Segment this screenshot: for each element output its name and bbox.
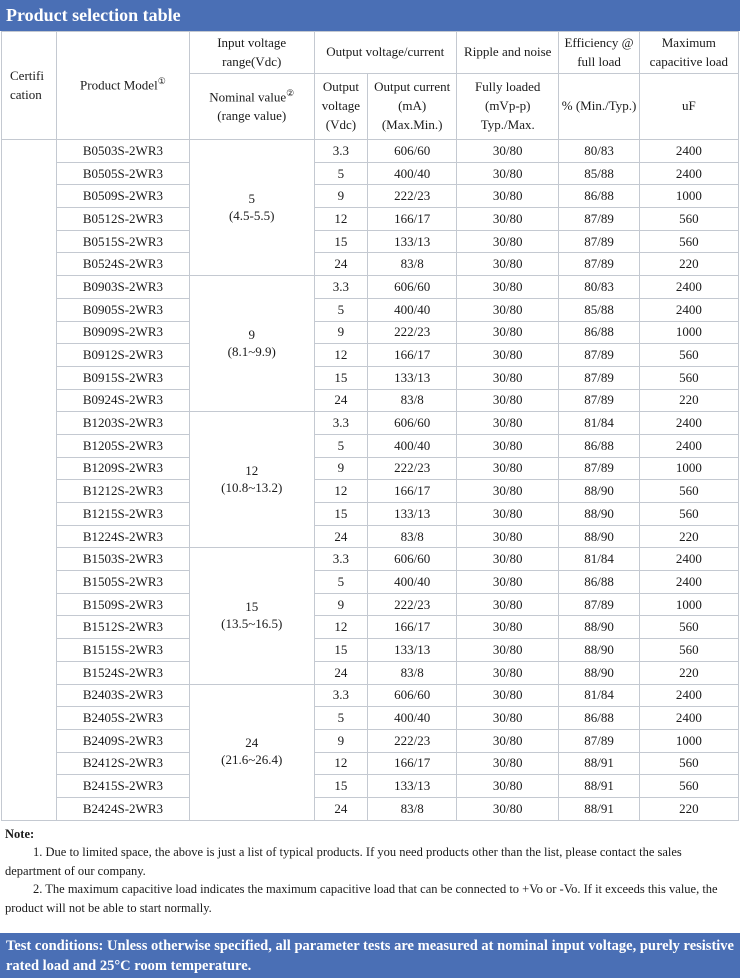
header-nominal: Nominal value② (range value) [189, 74, 314, 140]
output-current-cell: 133/13 [368, 366, 457, 389]
nominal-input-value: 12 [245, 462, 259, 478]
product-model-cell: B0924S-2WR3 [56, 389, 189, 412]
table-row [2, 412, 739, 435]
efficiency-cell: 87/89 [559, 457, 639, 480]
max-cap-cell: 560 [639, 480, 738, 503]
ripple-cell: 30/80 [457, 230, 559, 253]
product-model-cell: B2403S-2WR3 [56, 684, 189, 707]
ripple-cell: 30/80 [457, 684, 559, 707]
max-cap-cell: 2400 [639, 684, 738, 707]
product-model-cell: B1203S-2WR3 [56, 412, 189, 435]
ripple-cell: 30/80 [457, 162, 559, 185]
max-cap-cell: 220 [639, 389, 738, 412]
table-title: Product selection table [0, 0, 740, 31]
product-model-cell: B1515S-2WR3 [56, 639, 189, 662]
table-row [2, 707, 739, 730]
output-voltage-cell: 24 [314, 525, 368, 548]
max-cap-cell: 2400 [639, 707, 738, 730]
efficiency-cell: 88/90 [559, 525, 639, 548]
max-cap-cell: 560 [639, 503, 738, 526]
output-voltage-cell: 24 [314, 661, 368, 684]
ripple-cell: 30/80 [457, 797, 559, 820]
max-cap-cell: 1000 [639, 321, 738, 344]
product-model-cell: B1205S-2WR3 [56, 434, 189, 457]
product-model-cell: B1215S-2WR3 [56, 503, 189, 526]
output-current-cell: 133/13 [368, 639, 457, 662]
efficiency-cell: 88/91 [559, 752, 639, 775]
output-voltage-cell: 3.3 [314, 412, 368, 435]
input-voltage-cell [189, 548, 314, 684]
max-cap-cell: 560 [639, 752, 738, 775]
max-cap-cell: 220 [639, 525, 738, 548]
input-range-value: (10.8~13.2) [221, 479, 283, 495]
product-model-cell: B1209S-2WR3 [56, 457, 189, 480]
output-current-cell: 606/60 [368, 140, 457, 163]
header-product-model: Product Model① [56, 32, 189, 140]
output-voltage-cell: 24 [314, 389, 368, 412]
product-model-cell: B1524S-2WR3 [56, 661, 189, 684]
max-cap-cell: 560 [639, 775, 738, 798]
header-output-current: Output current (mA) (Max.Min.) [368, 74, 457, 140]
note-item-2: 2. The maximum capacitive load indicates the maximum capacitive load that can be connected to +Vo or -Vo. If it exceeds this value, the product will not be able to start normally. [5, 882, 718, 915]
efficiency-cell: 87/89 [559, 208, 639, 231]
table-row [2, 208, 739, 231]
efficiency-cell: 86/88 [559, 571, 639, 594]
table-body [2, 140, 739, 821]
header-efficiency: Efficiency @ full load [559, 32, 639, 74]
max-cap-cell: 1000 [639, 457, 738, 480]
max-cap-cell: 220 [639, 797, 738, 820]
table-row [2, 639, 739, 662]
ripple-cell: 30/80 [457, 366, 559, 389]
ripple-cell: 30/80 [457, 276, 559, 299]
output-voltage-cell: 3.3 [314, 684, 368, 707]
output-voltage-cell: 5 [314, 298, 368, 321]
ripple-cell: 30/80 [457, 639, 559, 662]
ripple-cell: 30/80 [457, 707, 559, 730]
header-max-cap: Maximum capacitive load [639, 32, 738, 74]
output-voltage-cell: 15 [314, 775, 368, 798]
header-output-vc: Output voltage/current [314, 32, 457, 74]
output-current-cell: 166/17 [368, 616, 457, 639]
note-2-marker: ② [286, 87, 295, 98]
efficiency-cell: 87/89 [559, 230, 639, 253]
ripple-cell: 30/80 [457, 548, 559, 571]
efficiency-cell: 85/88 [559, 298, 639, 321]
efficiency-cell: 88/91 [559, 797, 639, 820]
max-cap-cell: 220 [639, 253, 738, 276]
output-voltage-cell: 12 [314, 480, 368, 503]
input-voltage-cell [189, 140, 314, 276]
table-row [2, 140, 739, 163]
nominal-input-value: 5 [248, 190, 255, 206]
max-cap-cell: 1000 [639, 729, 738, 752]
input-voltage-cell [189, 276, 314, 412]
output-voltage-cell: 12 [314, 208, 368, 231]
output-voltage-cell: 15 [314, 639, 368, 662]
input-range-value: (21.6~26.4) [221, 752, 283, 768]
max-cap-cell: 220 [639, 661, 738, 684]
product-model-cell: B1212S-2WR3 [56, 480, 189, 503]
efficiency-cell: 87/89 [559, 389, 639, 412]
ripple-cell: 30/80 [457, 321, 559, 344]
table-row [2, 616, 739, 639]
efficiency-cell: 81/84 [559, 412, 639, 435]
note-1-marker: ① [157, 76, 166, 87]
header-max-cap-sub: uF [639, 74, 738, 140]
efficiency-cell: 81/84 [559, 684, 639, 707]
max-cap-cell: 560 [639, 366, 738, 389]
output-voltage-cell: 3.3 [314, 276, 368, 299]
max-cap-cell: 2400 [639, 140, 738, 163]
output-voltage-cell: 3.3 [314, 140, 368, 163]
efficiency-cell: 86/88 [559, 185, 639, 208]
output-current-cell: 400/40 [368, 298, 457, 321]
table-row [2, 276, 739, 299]
header-input-voltage: Input voltage range(Vdc) [189, 32, 314, 74]
output-current-cell: 133/13 [368, 230, 457, 253]
output-voltage-cell: 3.3 [314, 548, 368, 571]
output-current-cell: 606/60 [368, 548, 457, 571]
product-model-cell: B1505S-2WR3 [56, 571, 189, 594]
table-row [2, 797, 739, 820]
input-range-value: (13.5~16.5) [221, 615, 283, 631]
table-row [2, 162, 739, 185]
table-row [2, 684, 739, 707]
input-range-value: (4.5-5.5) [228, 207, 275, 223]
efficiency-cell: 80/83 [559, 276, 639, 299]
output-current-cell: 222/23 [368, 185, 457, 208]
ripple-cell: 30/80 [457, 344, 559, 367]
input-range-value: (8.1~9.9) [227, 343, 276, 359]
max-cap-cell: 2400 [639, 548, 738, 571]
efficiency-cell: 86/88 [559, 434, 639, 457]
ripple-cell: 30/80 [457, 775, 559, 798]
table-row [2, 366, 739, 389]
ripple-cell: 30/80 [457, 503, 559, 526]
output-voltage-cell: 15 [314, 366, 368, 389]
max-cap-cell: 560 [639, 208, 738, 231]
table-row [2, 548, 739, 571]
output-current-cell: 222/23 [368, 321, 457, 344]
output-current-cell: 133/13 [368, 775, 457, 798]
efficiency-cell: 87/89 [559, 253, 639, 276]
product-model-cell: B0909S-2WR3 [56, 321, 189, 344]
output-voltage-cell: 15 [314, 503, 368, 526]
efficiency-cell: 86/88 [559, 707, 639, 730]
table-row [2, 525, 739, 548]
efficiency-cell: 87/89 [559, 366, 639, 389]
output-voltage-cell: 9 [314, 185, 368, 208]
product-model-cell: B2415S-2WR3 [56, 775, 189, 798]
output-voltage-cell: 12 [314, 344, 368, 367]
ripple-cell: 30/80 [457, 412, 559, 435]
ripple-cell: 30/80 [457, 140, 559, 163]
efficiency-cell: 87/89 [559, 344, 639, 367]
output-voltage-cell: 15 [314, 230, 368, 253]
header-efficiency-sub: % (Min./Typ.) [559, 74, 639, 140]
output-current-cell: 222/23 [368, 593, 457, 616]
ripple-cell: 30/80 [457, 593, 559, 616]
table-row [2, 661, 739, 684]
ripple-cell: 30/80 [457, 525, 559, 548]
output-current-cell: 400/40 [368, 571, 457, 594]
notes-heading: Note: [5, 826, 35, 841]
product-model-cell: B0524S-2WR3 [56, 253, 189, 276]
ripple-cell: 30/80 [457, 661, 559, 684]
product-model-cell: B0512S-2WR3 [56, 208, 189, 231]
notes-section [0, 821, 740, 918]
ripple-cell: 30/80 [457, 752, 559, 775]
table-row [2, 185, 739, 208]
table-row [2, 389, 739, 412]
output-current-cell: 133/13 [368, 503, 457, 526]
output-current-cell: 166/17 [368, 752, 457, 775]
max-cap-cell: 1000 [639, 593, 738, 616]
output-current-cell: 222/23 [368, 457, 457, 480]
max-cap-cell: 560 [639, 344, 738, 367]
table-row [2, 344, 739, 367]
efficiency-cell: 88/90 [559, 503, 639, 526]
output-voltage-cell: 5 [314, 162, 368, 185]
output-voltage-cell: 12 [314, 616, 368, 639]
ripple-cell: 30/80 [457, 389, 559, 412]
product-model-cell: B1509S-2WR3 [56, 593, 189, 616]
product-selection-table [1, 31, 739, 821]
efficiency-cell: 80/83 [559, 140, 639, 163]
product-model-cell: B1512S-2WR3 [56, 616, 189, 639]
max-cap-cell: 2400 [639, 412, 738, 435]
output-voltage-cell: 5 [314, 571, 368, 594]
certification-cell [2, 140, 57, 821]
table-row [2, 593, 739, 616]
max-cap-cell: 1000 [639, 185, 738, 208]
ripple-cell: 30/80 [457, 253, 559, 276]
table-row [2, 298, 739, 321]
product-model-cell: B2405S-2WR3 [56, 707, 189, 730]
header-ripple-sub: Fully loaded (mVp-p) Typ./Max. [457, 74, 559, 140]
header-certification: Certifi cation [2, 32, 57, 140]
table-row [2, 457, 739, 480]
table-row [2, 253, 739, 276]
output-current-cell: 83/8 [368, 661, 457, 684]
table-row [2, 434, 739, 457]
efficiency-cell: 87/89 [559, 593, 639, 616]
table-row [2, 230, 739, 253]
output-current-cell: 400/40 [368, 162, 457, 185]
output-current-cell: 606/60 [368, 684, 457, 707]
product-model-cell: B0903S-2WR3 [56, 276, 189, 299]
table-row [2, 503, 739, 526]
ripple-cell: 30/80 [457, 208, 559, 231]
ripple-cell: 30/80 [457, 571, 559, 594]
input-voltage-cell [189, 412, 314, 548]
product-model-cell: B0505S-2WR3 [56, 162, 189, 185]
output-current-cell: 400/40 [368, 434, 457, 457]
max-cap-cell: 2400 [639, 276, 738, 299]
product-model-cell: B0905S-2WR3 [56, 298, 189, 321]
max-cap-cell: 560 [639, 639, 738, 662]
efficiency-cell: 85/88 [559, 162, 639, 185]
output-current-cell: 83/8 [368, 253, 457, 276]
ripple-cell: 30/80 [457, 729, 559, 752]
output-current-cell: 83/8 [368, 389, 457, 412]
output-voltage-cell: 9 [314, 729, 368, 752]
test-conditions-banner: Test conditions: Unless otherwise specified, all parameter tests are measured at nominal input voltage, purely resistive rated load and 25°C room temperature. [0, 933, 740, 978]
product-model-cell: B2409S-2WR3 [56, 729, 189, 752]
max-cap-cell: 2400 [639, 162, 738, 185]
table-row [2, 571, 739, 594]
product-model-cell: B0915S-2WR3 [56, 366, 189, 389]
note-item-1: 1. Due to limited space, the above is just a list of typical products. If you need products other than the list, please contact the sales department of our company. [5, 845, 682, 878]
product-model-cell: B0509S-2WR3 [56, 185, 189, 208]
table-row [2, 480, 739, 503]
output-voltage-cell: 5 [314, 707, 368, 730]
output-current-cell: 606/60 [368, 276, 457, 299]
efficiency-cell: 88/90 [559, 616, 639, 639]
output-current-cell: 83/8 [368, 797, 457, 820]
ripple-cell: 30/80 [457, 434, 559, 457]
nominal-input-value: 9 [248, 326, 255, 342]
output-current-cell: 606/60 [368, 412, 457, 435]
product-model-cell: B0912S-2WR3 [56, 344, 189, 367]
max-cap-cell: 560 [639, 616, 738, 639]
table-row [2, 321, 739, 344]
header-ripple: Ripple and noise [457, 32, 559, 74]
output-voltage-cell: 9 [314, 457, 368, 480]
efficiency-cell: 88/91 [559, 775, 639, 798]
ripple-cell: 30/80 [457, 616, 559, 639]
output-current-cell: 83/8 [368, 525, 457, 548]
nominal-input-value: 24 [245, 735, 259, 751]
product-model-cell: B0515S-2WR3 [56, 230, 189, 253]
max-cap-cell: 2400 [639, 434, 738, 457]
output-voltage-cell: 12 [314, 752, 368, 775]
output-voltage-cell: 5 [314, 434, 368, 457]
table-row [2, 775, 739, 798]
efficiency-cell: 87/89 [559, 729, 639, 752]
efficiency-cell: 88/90 [559, 480, 639, 503]
max-cap-cell: 560 [639, 230, 738, 253]
product-model-cell: B2412S-2WR3 [56, 752, 189, 775]
efficiency-cell: 88/90 [559, 661, 639, 684]
product-model-cell: B1503S-2WR3 [56, 548, 189, 571]
max-cap-cell: 2400 [639, 298, 738, 321]
input-voltage-cell [189, 684, 314, 820]
header-output-voltage: Output voltage (Vdc) [314, 74, 368, 140]
ripple-cell: 30/80 [457, 185, 559, 208]
ripple-cell: 30/80 [457, 480, 559, 503]
output-voltage-cell: 9 [314, 321, 368, 344]
product-model-cell: B0503S-2WR3 [56, 140, 189, 163]
output-current-cell: 166/17 [368, 480, 457, 503]
efficiency-cell: 81/84 [559, 548, 639, 571]
output-voltage-cell: 24 [314, 797, 368, 820]
output-current-cell: 166/17 [368, 208, 457, 231]
output-voltage-cell: 9 [314, 593, 368, 616]
output-current-cell: 166/17 [368, 344, 457, 367]
ripple-cell: 30/80 [457, 457, 559, 480]
efficiency-cell: 88/90 [559, 639, 639, 662]
product-model-cell: B2424S-2WR3 [56, 797, 189, 820]
ripple-cell: 30/80 [457, 298, 559, 321]
table-row [2, 729, 739, 752]
efficiency-cell: 86/88 [559, 321, 639, 344]
output-current-cell: 400/40 [368, 707, 457, 730]
table-row [2, 752, 739, 775]
product-model-cell: B1224S-2WR3 [56, 525, 189, 548]
output-voltage-cell: 24 [314, 253, 368, 276]
max-cap-cell: 2400 [639, 571, 738, 594]
output-current-cell: 222/23 [368, 729, 457, 752]
nominal-input-value: 15 [245, 599, 259, 615]
